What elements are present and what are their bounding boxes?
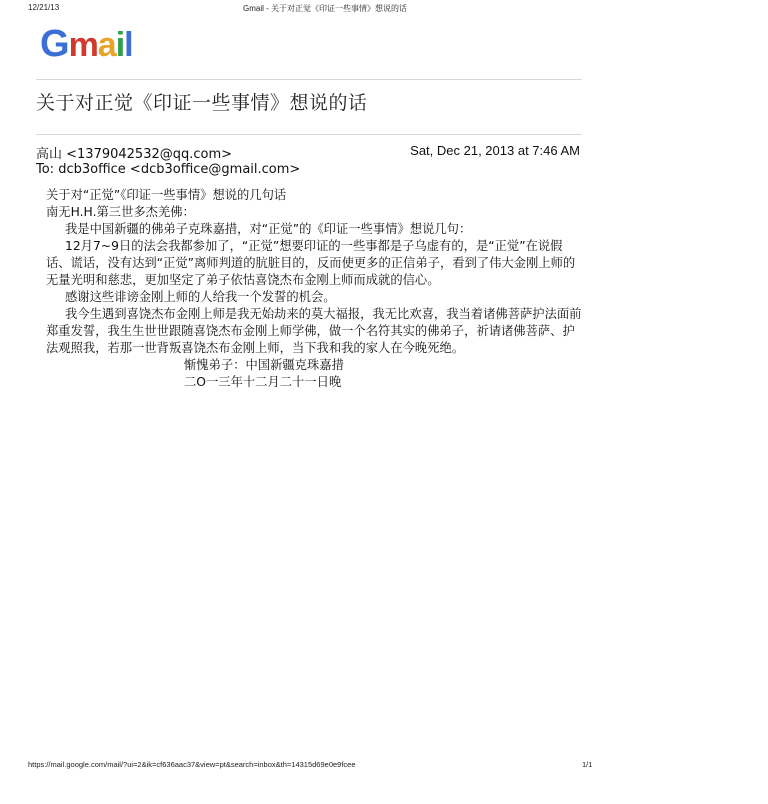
body-paragraph: 我今生遇到喜饶杰布金刚上师是我无始劫来的莫大福报，我无比欢喜，我当着诸佛菩萨护法面前郑重发誓，我生生世世跟随喜饶杰布金刚上师学佛，做一个名符其实的佛弟子，祈请诸佛菩萨、护法观照我，若那一世背叛喜饶杰布金刚上师，当下我和我的家人在今晚死绝。 [46, 307, 582, 355]
divider [36, 134, 582, 135]
signature-date: 二O一三年十二月二十一日晚 [184, 375, 342, 389]
print-date: 12/21/13 [28, 3, 60, 12]
email-from: 高山 <1379042532@qq.com> [36, 147, 233, 162]
email-date: Sat, Dec 21, 2013 at 7:46 AM [410, 143, 580, 158]
print-url: https://mail.google.com/mail/?ui=2&ik=cf636aac37&view=pt&search=inbox&th=14315d69e0e9fcee [28, 760, 356, 769]
print-header [0, 3, 600, 17]
page-number: 1/1 [582, 760, 593, 769]
signature: 惭愧弟子：中国新疆克珠嘉措 [184, 358, 344, 372]
body-line: 关于对“正觉”《印证一些事情》想说的几句话 [46, 188, 287, 202]
body-salutation: 南无H.H.第三世多杰羌佛： [46, 205, 195, 219]
email-to: To: dcb3office <dcb3office@gmail.com> [36, 162, 301, 177]
print-title: Gmail - 关于对正觉《印证一些事情》想说的话 [243, 4, 407, 13]
gmail-logo: Gmail [40, 23, 133, 65]
email-subject: 关于对正觉《印证一些事情》想说的话 [36, 92, 368, 114]
body-paragraph: 我是中国新疆的佛弟子克珠嘉措，对“正觉”的《印证一些事情》想说几句： [65, 222, 472, 236]
body-paragraph: 感谢这些诽谤金刚上师的人给我一个发誓的机会。 [65, 290, 336, 304]
body-paragraph: 12月7~9日的法会我都参加了，“正觉”想要印证的一些事都是子乌虚有的，是“正觉”在说假话、谎话，没有达到“正觉”离师判道的肮脏目的，反而使更多的正信弟子，看到了伟大金刚上师的无量光明和慈悲，更加坚定了弟子依怙喜饶杰布金刚上师而成就的信心。 [46, 239, 576, 287]
email-body [46, 187, 586, 391]
divider [36, 79, 582, 80]
